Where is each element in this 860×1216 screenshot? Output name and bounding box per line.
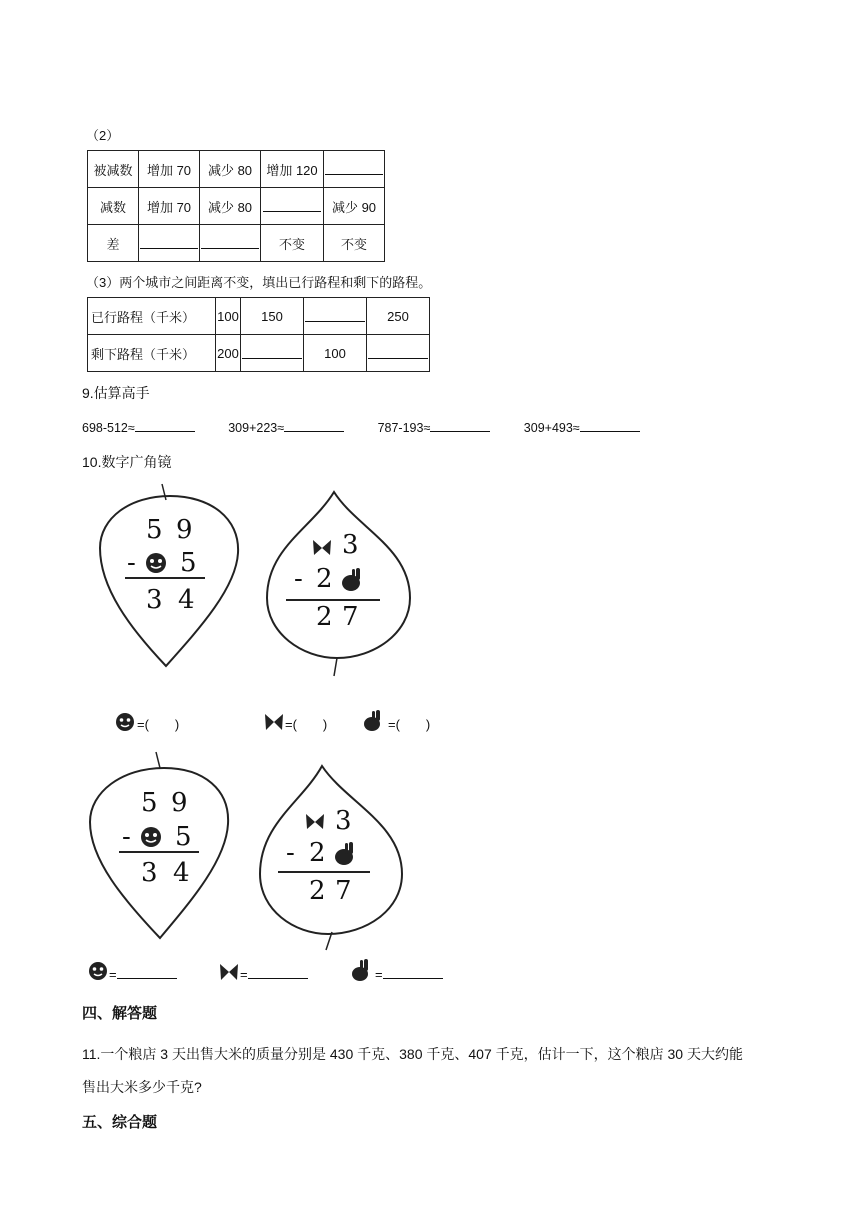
rabbit-icon xyxy=(350,957,374,983)
answer-blank[interactable] xyxy=(430,417,490,432)
rabbit-icon xyxy=(362,708,386,732)
butterfly-answer-line[interactable]: = xyxy=(240,964,308,982)
table-cell: 不变 xyxy=(261,225,324,262)
leaf3-mid-digit: 5 xyxy=(175,822,192,852)
answer-blank[interactable] xyxy=(140,234,198,249)
table-row xyxy=(88,225,385,262)
table-cell[interactable] xyxy=(304,298,367,335)
table-cell: 100 xyxy=(216,298,241,335)
estimate-item: 787-193≈ xyxy=(378,421,491,435)
answer-blank[interactable] xyxy=(368,344,428,359)
table-cell: 200 xyxy=(216,335,241,372)
rabbit-answer-line[interactable]: = xyxy=(375,964,443,982)
leaf3-top-digit-1: 5 xyxy=(141,788,158,818)
table-cell: 250 xyxy=(367,298,430,335)
leaf3-bottom-digit-2: 4 xyxy=(173,858,190,888)
leaf4-bottom-digit-1: 2 xyxy=(309,876,326,906)
leaf4-top-digit: 3 xyxy=(335,806,352,836)
table-cell: 已行路程（千米） xyxy=(88,298,216,335)
table-cell: 不变 xyxy=(324,225,385,262)
table-row xyxy=(88,188,385,225)
q11-line-2: 售出大米多少千克? xyxy=(82,1079,202,1095)
table-cell: 增加 120 xyxy=(261,151,324,188)
leaf1-top-digit-1: 5 xyxy=(146,515,163,545)
leaf3-top-digit-2: 9 xyxy=(171,788,188,818)
table-cell: 150 xyxy=(241,298,304,335)
answer-blank[interactable] xyxy=(117,964,177,979)
table-cell: 剩下路程（千米） xyxy=(88,335,216,372)
rabbit-icon xyxy=(333,840,357,866)
section-5-heading: 五、综合题 xyxy=(82,1114,158,1131)
answer-blank[interactable] xyxy=(305,307,365,322)
table-row xyxy=(88,151,385,188)
table-cell: 差 xyxy=(88,225,139,262)
face-icon xyxy=(88,961,108,981)
butterfly-answer[interactable]: =( ) xyxy=(285,717,328,732)
leaf1-mid-digit: 5 xyxy=(180,548,197,578)
leaf4-minus-sign: - xyxy=(286,838,295,868)
part3-table xyxy=(87,297,430,372)
answer-blank[interactable] xyxy=(383,964,443,979)
table-cell: 被减数 xyxy=(88,151,139,188)
table-cell[interactable] xyxy=(241,335,304,372)
q11-line-1: 11.一个粮店 3 天出售大米的质量分别是 430 千克、380 千克、407 千克，估计一下，这个粮店 30 天大约能 xyxy=(82,1046,743,1062)
table-cell: 减少 80 xyxy=(200,151,261,188)
table-cell: 减少 80 xyxy=(200,188,261,225)
answer-blank[interactable] xyxy=(580,417,640,432)
butterfly-icon xyxy=(264,712,284,732)
leaf3-bottom-digit-1: 3 xyxy=(141,858,158,888)
leaf-puzzle-1 xyxy=(90,478,250,673)
table-cell: 增加 70 xyxy=(139,188,200,225)
leaf4-mid-digit: 2 xyxy=(309,838,326,868)
leaf3-minus-sign: - xyxy=(122,822,131,852)
leaf2-top-digit: 3 xyxy=(342,530,359,560)
face-icon xyxy=(140,826,162,848)
leaf1-top-digit-2: 9 xyxy=(176,515,193,545)
table-cell[interactable] xyxy=(367,335,430,372)
table-cell: 减数 xyxy=(88,188,139,225)
leaf-puzzle-3 xyxy=(84,748,244,943)
face-icon xyxy=(145,552,167,574)
answer-blank[interactable] xyxy=(263,197,321,212)
answer-blank[interactable] xyxy=(284,417,344,432)
answer-blank[interactable] xyxy=(248,964,308,979)
answer-blank[interactable] xyxy=(325,160,383,175)
leaf2-bottom-digit-2: 7 xyxy=(342,602,359,632)
estimate-item: 309+493≈ xyxy=(524,421,640,435)
face-answer-line[interactable]: = xyxy=(109,964,177,982)
table-row xyxy=(88,335,430,372)
part2-label: （2） xyxy=(86,128,120,143)
leaf2-minus-sign: - xyxy=(294,564,303,594)
answer-blank[interactable] xyxy=(135,417,195,432)
section-4-heading: 四、解答题 xyxy=(82,1005,158,1022)
q9-estimates xyxy=(82,417,670,435)
table-cell[interactable] xyxy=(324,151,385,188)
table-cell[interactable] xyxy=(200,225,261,262)
leaf1-bottom-digit-2: 4 xyxy=(178,585,195,615)
q10-title: 10.数字广角镜 xyxy=(82,454,172,470)
butterfly-icon xyxy=(219,962,239,982)
q9-title: 9.估算高手 xyxy=(82,385,150,401)
table-cell[interactable] xyxy=(139,225,200,262)
leaf4-bottom-digit-2: 7 xyxy=(335,876,352,906)
table-cell: 减少 90 xyxy=(324,188,385,225)
part2-table xyxy=(87,150,385,262)
table-cell: 100 xyxy=(304,335,367,372)
rabbit-icon xyxy=(340,566,364,592)
estimate-item: 698-512≈ xyxy=(82,421,195,435)
leaf2-mid-digit: 2 xyxy=(316,564,333,594)
table-row xyxy=(88,298,430,335)
butterfly-icon xyxy=(311,538,333,558)
estimate-item: 309+223≈ xyxy=(228,421,344,435)
leaf1-bottom-digit-1: 3 xyxy=(146,585,163,615)
answer-blank[interactable] xyxy=(201,234,259,249)
face-answer[interactable]: =( ) xyxy=(137,717,180,732)
face-icon xyxy=(115,712,135,732)
rabbit-answer[interactable]: =( ) xyxy=(388,717,431,732)
answer-blank[interactable] xyxy=(242,344,302,359)
table-cell: 增加 70 xyxy=(139,151,200,188)
leaf1-minus-sign: - xyxy=(127,548,136,578)
leaf2-bottom-digit-1: 2 xyxy=(316,602,333,632)
butterfly-icon xyxy=(304,812,326,832)
table-cell[interactable] xyxy=(261,188,324,225)
part3-label: （3）两个城市之间距离不变，填出已行路程和剩下的路程。 xyxy=(86,275,432,290)
